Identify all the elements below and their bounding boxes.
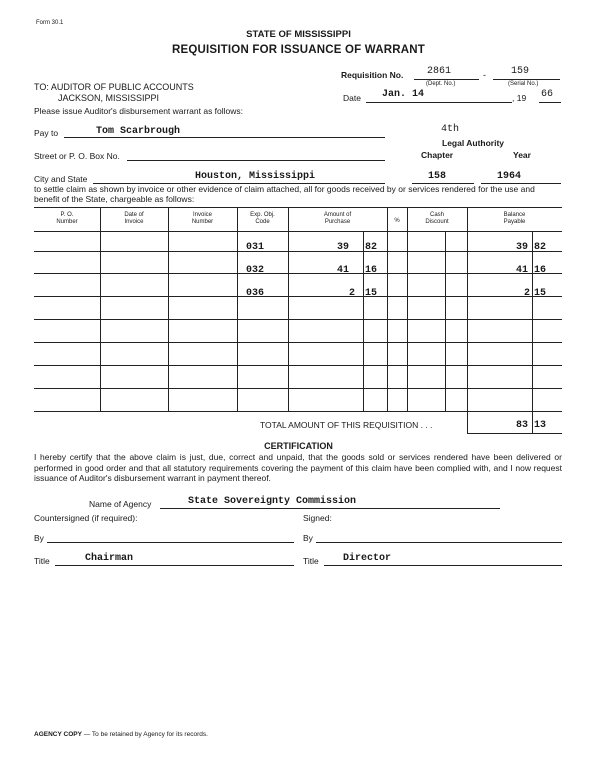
legal-authority-value: 4th xyxy=(441,124,460,135)
instruction-text: Please issue Auditor's disbursement warrant as follows: xyxy=(34,106,244,116)
row-2-amount-dollars: 41 xyxy=(337,265,350,276)
requisition-dash: - xyxy=(483,70,486,80)
total-dollars: 83 xyxy=(516,420,529,431)
col-header-cash: Cash Discount xyxy=(425,212,449,225)
agency-line xyxy=(160,508,500,509)
by-line-left xyxy=(47,542,294,543)
dept-no-caption: (Dept. No.) xyxy=(426,81,456,87)
city-label: City and State xyxy=(34,174,88,184)
footer xyxy=(34,731,208,738)
row-1-amount-dollars: 39 xyxy=(337,242,350,253)
serial-no-caption: (Serial No.) xyxy=(508,81,539,87)
year-prefix: , 19 xyxy=(512,93,527,103)
year-label: Year xyxy=(513,150,531,160)
row-2-balance-cents: 16 xyxy=(534,265,547,276)
agency-copy-label: AGENCY COPY xyxy=(34,731,82,738)
to-line-1: TO: AUDITOR OF PUBLIC ACCOUNTS xyxy=(34,82,194,92)
chapter-value: 158 xyxy=(428,171,447,182)
date-label: Date xyxy=(343,93,361,103)
row-3-balance-cents: 15 xyxy=(534,288,547,299)
requisition-label: Requisition No. xyxy=(341,70,404,80)
street-line xyxy=(127,160,385,161)
by-label-left: By xyxy=(34,533,44,543)
row-3-code: 036 xyxy=(246,288,265,299)
col-header-balance: Balance Payable xyxy=(503,212,526,225)
date-line xyxy=(366,102,512,103)
by-label-right: By xyxy=(303,533,313,543)
date-value: Jan. 14 xyxy=(382,89,425,100)
legal-authority-label: Legal Authority xyxy=(442,138,505,148)
col-header-invoice: Invoice Number xyxy=(191,212,214,225)
agency-value: State Sovereignty Commission xyxy=(188,496,357,507)
serial-no-value: 159 xyxy=(511,66,530,77)
row-2-amount-cents: 16 xyxy=(365,265,378,276)
year-line xyxy=(539,102,561,103)
title-label-left: Title xyxy=(34,556,50,566)
signed-label: Signed: xyxy=(303,513,332,523)
form-title: REQUISITION FOR ISSUANCE OF WARRANT xyxy=(172,44,425,56)
agency-label: Name of Agency xyxy=(89,499,152,509)
row-3-amount-dollars: 2 xyxy=(349,288,356,299)
pay-to-line xyxy=(64,137,385,138)
col-header-exp: Exp. Obj. Code xyxy=(250,212,275,225)
col-header-date: Date of Invoice xyxy=(124,212,144,225)
row-2-balance-dollars: 41 xyxy=(516,265,529,276)
title-left-value: Chairman xyxy=(85,553,134,564)
year-value: 66 xyxy=(541,89,554,100)
row-1-balance-dollars: 39 xyxy=(516,242,529,253)
countersigned-label: Countersigned (if required): xyxy=(34,513,138,523)
title-right-value: Director xyxy=(343,553,392,564)
col-header-po: P. O. Number xyxy=(56,212,78,225)
title-label-right: Title xyxy=(303,556,319,566)
total-cents: 13 xyxy=(534,420,547,431)
pay-to-value: Tom Scarbrough xyxy=(96,126,181,137)
dept-no-line xyxy=(414,79,479,80)
certification-text: I hereby certify that the above claim is just, due, correct and unpaid, that the goods sold or services rendered have been delivered or performed in good order and that all statutory requirements covering the payment of this claim have been complied with, and I now request issuance of Auditor's disbursement warrant in payment thereof. xyxy=(34,452,562,483)
chapter-label: Chapter xyxy=(421,150,454,160)
city-value: Houston, Mississippi xyxy=(195,171,316,182)
row-3-amount-cents: 15 xyxy=(365,288,378,299)
serial-no-line xyxy=(493,79,560,80)
charges-table xyxy=(34,207,562,433)
form-number: Form 30.1 xyxy=(36,20,64,26)
col-header-amount: Amount of Purchase xyxy=(323,212,352,225)
row-3-balance-dollars: 2 xyxy=(524,288,531,299)
legal-year-value: 1964 xyxy=(497,171,522,182)
agency-copy-note: — To be retained by Agency for its records. xyxy=(83,731,208,738)
total-label: TOTAL AMOUNT OF THIS REQUISITION . . . xyxy=(260,420,433,430)
state-heading: STATE OF MISSISSIPPI xyxy=(246,29,351,40)
title-line-left xyxy=(55,565,294,566)
settle-claim-text: to settle claim as shown by invoice or other evidence of claim attached, all for goods received by or services rendered for the use and benefit of the State, chargeable as follows: xyxy=(34,184,535,204)
by-line-right xyxy=(316,542,562,543)
row-1-code: 031 xyxy=(246,242,265,253)
row-2-code: 032 xyxy=(246,265,265,276)
to-line-2: JACKSON, MISSISSIPPI xyxy=(58,93,160,103)
title-line-right xyxy=(324,565,562,566)
col-header-pct: % xyxy=(394,218,400,224)
certification-heading: CERTIFICATION xyxy=(264,441,333,451)
dept-no-value: 2861 xyxy=(427,66,452,77)
row-1-balance-cents: 82 xyxy=(534,242,547,253)
street-label: Street or P. O. Box No. xyxy=(34,151,120,161)
row-1-amount-cents: 82 xyxy=(365,242,378,253)
pay-to-label: Pay to xyxy=(34,128,59,138)
